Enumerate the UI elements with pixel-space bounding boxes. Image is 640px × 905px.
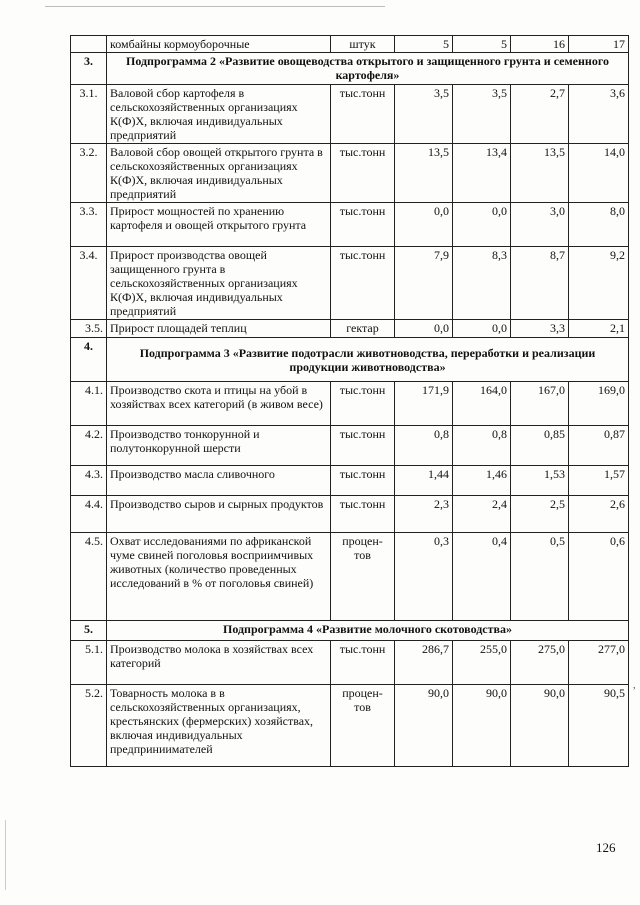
row-code: 4.3.: [71, 466, 107, 496]
value-cell: 1,53: [511, 466, 569, 496]
scan-speck: ,: [633, 680, 636, 691]
value-cell: 0,6: [569, 533, 629, 621]
value-cell: 13,5: [511, 144, 569, 203]
value-cell: 2,7: [511, 85, 569, 144]
value-cell: 0,85: [511, 426, 569, 466]
table-row: [71, 466, 629, 496]
unit-cell: тыс.тонн: [331, 641, 395, 685]
unit-cell: тыс.тонн: [331, 426, 395, 466]
value-cell: 3,3: [511, 320, 569, 338]
section-title: Подпрограмма 2 «Развитие овощеводства открытого и защищенного грунта и семенного картофеля»: [107, 53, 629, 85]
row-code: 3.2.: [71, 144, 107, 203]
section-code: 4.: [71, 338, 107, 382]
value-cell: 0,0: [453, 203, 511, 247]
row-code: 5.2.: [71, 685, 107, 767]
value-cell: 2,5: [511, 496, 569, 533]
value-cell: 0,0: [453, 320, 511, 338]
table-row: [71, 203, 629, 247]
value-cell: 8,3: [453, 247, 511, 320]
value-cell: 0,8: [453, 426, 511, 466]
row-code: 3.3.: [71, 203, 107, 247]
row-code: 3.5.: [71, 320, 107, 338]
value-cell: 7,9: [395, 247, 453, 320]
unit-cell: тыс.тонн: [331, 496, 395, 533]
unit-cell: процен-тов: [331, 533, 395, 621]
page-edge-line: [5, 820, 6, 890]
unit-cell: гектар: [331, 320, 395, 338]
value-cell: 169,0: [569, 382, 629, 426]
value-cell: 2,3: [395, 496, 453, 533]
section-row: [71, 338, 629, 382]
value-cell: 5: [453, 36, 511, 53]
indicator-cell: Валовой сбор картофеля в сельскохозяйственных организациях К(Ф)Х, включая индивидуальных предприятий: [107, 85, 331, 144]
indicator-cell: Прирост производства овощей защищенного грунта в сельскохозяйственных организациях К(Ф)Х, включая индивидуальных предприятий: [107, 247, 331, 320]
value-cell: 2,1: [569, 320, 629, 338]
table-row: [71, 85, 629, 144]
table-row: [71, 641, 629, 685]
unit-cell: тыс.тонн: [331, 85, 395, 144]
value-cell: 9,2: [569, 247, 629, 320]
value-cell: 1,57: [569, 466, 629, 496]
unit-cell: штук: [331, 36, 395, 53]
value-cell: 164,0: [453, 382, 511, 426]
unit-cell: тыс.тонн: [331, 247, 395, 320]
indicator-cell: Производство скота и птицы на убой в хозяйствах всех категорий (в живом весе): [107, 382, 331, 426]
indicator-cell: комбайны кормоуборочные: [107, 36, 331, 53]
row-code: 4.4.: [71, 496, 107, 533]
table-row: [71, 144, 629, 203]
indicator-cell: Производство масла сливочного: [107, 466, 331, 496]
value-cell: 0,8: [395, 426, 453, 466]
indicator-cell: Производство сыров и сырных продуктов: [107, 496, 331, 533]
value-cell: 0,3: [395, 533, 453, 621]
section-title: Подпрограмма 3 «Развитие подотрасли животноводства, переработки и реализации продукции животноводства»: [107, 338, 629, 382]
value-cell: 3,0: [511, 203, 569, 247]
value-cell: 0,0: [395, 203, 453, 247]
page-number: 126: [596, 840, 616, 855]
indicator-cell: Охват исследованиями по африканской чуме свиней поголовья восприимчивых животных (количество проведенных исследований в % от поголовья свиней): [107, 533, 331, 621]
row-code: 5.1.: [71, 641, 107, 685]
table-row: [71, 36, 629, 53]
value-cell: 90,0: [511, 685, 569, 767]
page-edge-line: [45, 6, 385, 7]
section-code: 3.: [71, 53, 107, 85]
value-cell: 5: [395, 36, 453, 53]
table-row: [71, 247, 629, 320]
section-title: Подпрограмма 4 «Развитие молочного скотоводства»: [107, 621, 629, 641]
value-cell: 2,6: [569, 496, 629, 533]
table-row: [71, 426, 629, 466]
value-cell: 16: [511, 36, 569, 53]
indicator-cell: Прирост площадей теплиц: [107, 320, 331, 338]
unit-cell: процен-тов: [331, 685, 395, 767]
indicators-table: [70, 35, 629, 767]
value-cell: 13,4: [453, 144, 511, 203]
unit-cell: тыс.тонн: [331, 466, 395, 496]
indicator-cell: Прирост мощностей по хранению картофеля и овощей открытого грунта: [107, 203, 331, 247]
value-cell: 0,5: [511, 533, 569, 621]
row-code: 4.1.: [71, 382, 107, 426]
value-cell: 277,0: [569, 641, 629, 685]
table-row: [71, 382, 629, 426]
value-cell: 167,0: [511, 382, 569, 426]
indicator-cell: Производство тонкорунной и полутонкорунной шерсти: [107, 426, 331, 466]
unit-cell: тыс.тонн: [331, 203, 395, 247]
table-row: [71, 685, 629, 767]
row-code: 3.4.: [71, 247, 107, 320]
indicator-cell: Товарность молока в в сельскохозяйственных организациях, крестьянских (фермерских) хозяйствах, включая индивидуальных предприниимателей: [107, 685, 331, 767]
indicator-cell: Производство молока в хозяйствах всех категорий: [107, 641, 331, 685]
row-code: 4.5.: [71, 533, 107, 621]
value-cell: 255,0: [453, 641, 511, 685]
unit-cell: тыс.тонн: [331, 144, 395, 203]
value-cell: 14,0: [569, 144, 629, 203]
value-cell: 2,4: [453, 496, 511, 533]
value-cell: 90,0: [453, 685, 511, 767]
value-cell: 171,9: [395, 382, 453, 426]
table-row: [71, 320, 629, 338]
value-cell: 90,5: [569, 685, 629, 767]
value-cell: 90,0: [395, 685, 453, 767]
row-code: 4.2.: [71, 426, 107, 466]
indicator-cell: Валовой сбор овощей открытого грунта в сельскохозяйственных организациях К(Ф)Х, включая индивидуальных предприятий: [107, 144, 331, 203]
value-cell: 0,4: [453, 533, 511, 621]
value-cell: 3,6: [569, 85, 629, 144]
row-code: [71, 36, 107, 53]
value-cell: 8,7: [511, 247, 569, 320]
value-cell: 3,5: [453, 85, 511, 144]
value-cell: 275,0: [511, 641, 569, 685]
value-cell: 17: [569, 36, 629, 53]
section-row: [71, 621, 629, 641]
row-code: 3.1.: [71, 85, 107, 144]
value-cell: 1,46: [453, 466, 511, 496]
unit-cell: тыс.тонн: [331, 382, 395, 426]
table-row: [71, 533, 629, 621]
section-row: [71, 53, 629, 85]
value-cell: 8,0: [569, 203, 629, 247]
value-cell: 3,5: [395, 85, 453, 144]
value-cell: 0,0: [395, 320, 453, 338]
value-cell: 286,7: [395, 641, 453, 685]
section-code: 5.: [71, 621, 107, 641]
value-cell: 1,44: [395, 466, 453, 496]
value-cell: 13,5: [395, 144, 453, 203]
table-row: [71, 496, 629, 533]
value-cell: 0,87: [569, 426, 629, 466]
